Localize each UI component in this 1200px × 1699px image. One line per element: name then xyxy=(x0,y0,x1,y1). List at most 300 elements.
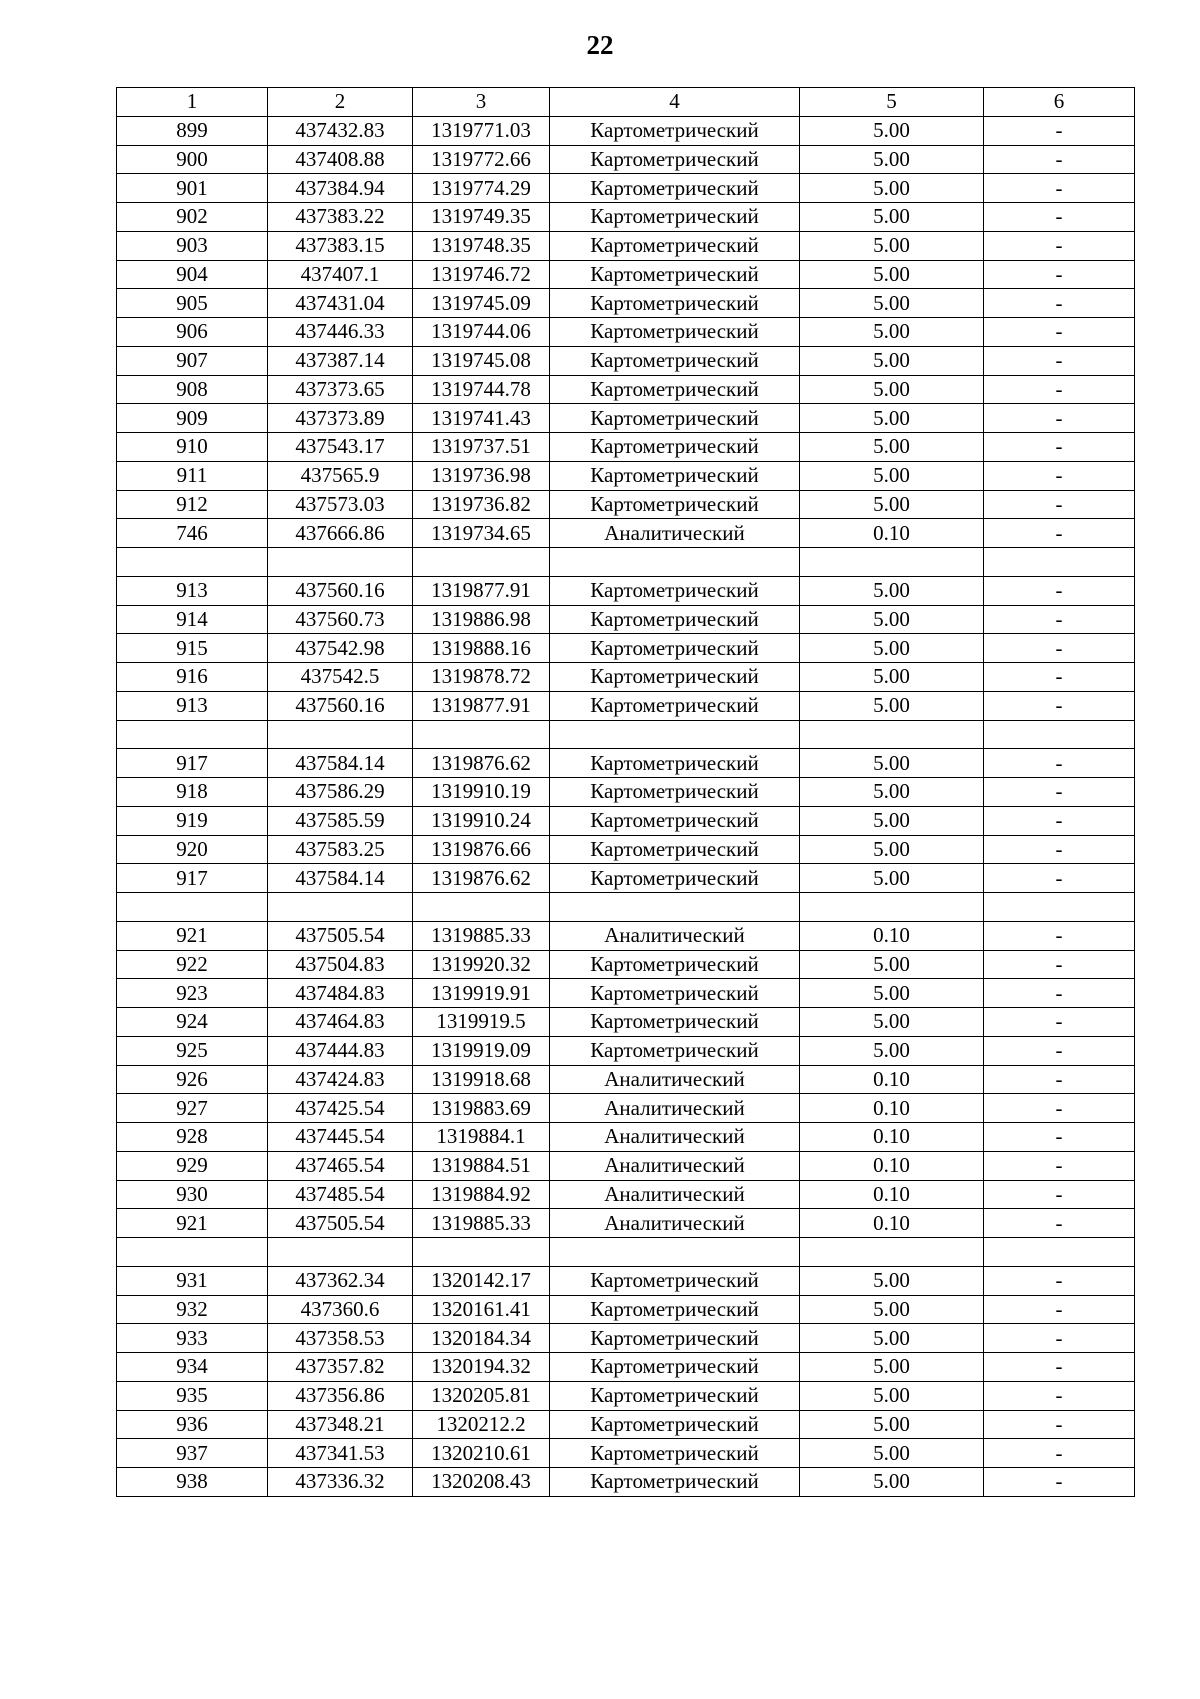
point-number-cell: 937 xyxy=(117,1439,268,1468)
table-row xyxy=(117,950,1135,979)
coordinates-table xyxy=(116,87,1135,1497)
method-cell: Картометрический xyxy=(550,634,800,663)
point-number-cell: 927 xyxy=(117,1094,268,1123)
note-cell: - xyxy=(984,835,1135,864)
table-row xyxy=(117,1008,1135,1037)
accuracy-cell xyxy=(800,720,984,749)
accuracy-cell: 5.00 xyxy=(800,145,984,174)
table-row xyxy=(117,864,1135,893)
accuracy-cell: 5.00 xyxy=(800,490,984,519)
method-cell: Аналитический xyxy=(550,1151,800,1180)
accuracy-cell: 5.00 xyxy=(800,461,984,490)
y-coordinate-cell: 1319876.62 xyxy=(413,864,550,893)
x-coordinate-cell: 437373.89 xyxy=(268,404,413,433)
note-cell: - xyxy=(984,260,1135,289)
method-cell: Картометрический xyxy=(550,318,800,347)
accuracy-cell: 5.00 xyxy=(800,375,984,404)
note-cell: - xyxy=(984,1123,1135,1152)
note-cell: - xyxy=(984,1065,1135,1094)
table-header-row xyxy=(117,88,1135,117)
note-cell: - xyxy=(984,1008,1135,1037)
note-cell: - xyxy=(984,1353,1135,1382)
table-row xyxy=(117,1209,1135,1238)
table-row xyxy=(117,663,1135,692)
table-row xyxy=(117,749,1135,778)
method-cell: Картометрический xyxy=(550,1295,800,1324)
table-row xyxy=(117,979,1135,1008)
accuracy-cell: 5.00 xyxy=(800,605,984,634)
y-coordinate-cell: 1319919.5 xyxy=(413,1008,550,1037)
y-coordinate-cell: 1319745.08 xyxy=(413,346,550,375)
y-coordinate-cell: 1319910.24 xyxy=(413,806,550,835)
y-coordinate-cell: 1319736.98 xyxy=(413,461,550,490)
method-cell: Картометрический xyxy=(550,1468,800,1497)
accuracy-cell: 5.00 xyxy=(800,634,984,663)
x-coordinate-cell: 437408.88 xyxy=(268,145,413,174)
point-number-cell: 931 xyxy=(117,1266,268,1295)
accuracy-cell: 0.10 xyxy=(800,1180,984,1209)
accuracy-cell: 5.00 xyxy=(800,1353,984,1382)
method-cell: Картометрический xyxy=(550,663,800,692)
table-row xyxy=(117,1468,1135,1497)
method-cell: Картометрический xyxy=(550,490,800,519)
y-coordinate-cell: 1320210.61 xyxy=(413,1439,550,1468)
x-coordinate-cell: 437446.33 xyxy=(268,318,413,347)
point-number-cell: 922 xyxy=(117,950,268,979)
y-coordinate-cell: 1319734.65 xyxy=(413,519,550,548)
note-cell: - xyxy=(984,433,1135,462)
accuracy-cell xyxy=(800,548,984,577)
accuracy-cell: 5.00 xyxy=(800,1468,984,1497)
y-coordinate-cell: 1319884.1 xyxy=(413,1123,550,1152)
table-row xyxy=(117,634,1135,663)
y-coordinate-cell: 1320184.34 xyxy=(413,1324,550,1353)
method-cell: Картометрический xyxy=(550,1439,800,1468)
method-cell: Картометрический xyxy=(550,404,800,433)
method-cell: Картометрический xyxy=(550,749,800,778)
y-coordinate-cell: 1319883.69 xyxy=(413,1094,550,1123)
y-coordinate-cell: 1319919.91 xyxy=(413,979,550,1008)
note-cell: - xyxy=(984,1209,1135,1238)
method-cell: Картометрический xyxy=(550,1266,800,1295)
method-cell xyxy=(550,893,800,922)
point-number-cell: 938 xyxy=(117,1468,268,1497)
y-coordinate-cell: 1319774.29 xyxy=(413,174,550,203)
accuracy-cell: 5.00 xyxy=(800,749,984,778)
table-row xyxy=(117,461,1135,490)
x-coordinate-cell: 437444.83 xyxy=(268,1036,413,1065)
point-number-cell: 913 xyxy=(117,691,268,720)
note-cell: - xyxy=(984,1266,1135,1295)
accuracy-cell xyxy=(800,1238,984,1267)
y-coordinate-cell: 1320194.32 xyxy=(413,1353,550,1382)
x-coordinate-cell: 437360.6 xyxy=(268,1295,413,1324)
accuracy-cell: 5.00 xyxy=(800,1295,984,1324)
note-cell: - xyxy=(984,375,1135,404)
method-cell: Картометрический xyxy=(550,231,800,260)
method-cell: Картометрический xyxy=(550,1036,800,1065)
y-coordinate-cell: 1319771.03 xyxy=(413,116,550,145)
point-number-cell: 935 xyxy=(117,1381,268,1410)
point-number-cell: 899 xyxy=(117,116,268,145)
point-number-cell: 905 xyxy=(117,289,268,318)
table-row xyxy=(117,318,1135,347)
accuracy-cell: 5.00 xyxy=(800,576,984,605)
method-cell: Аналитический xyxy=(550,1123,800,1152)
point-number-cell: 912 xyxy=(117,490,268,519)
note-cell: - xyxy=(984,691,1135,720)
method-cell: Аналитический xyxy=(550,1209,800,1238)
x-coordinate-cell: 437542.98 xyxy=(268,634,413,663)
point-number-cell: 915 xyxy=(117,634,268,663)
point-number-cell: 911 xyxy=(117,461,268,490)
table-separator-row xyxy=(117,548,1135,577)
method-cell: Картометрический xyxy=(550,950,800,979)
table-row xyxy=(117,260,1135,289)
x-coordinate-cell: 437584.14 xyxy=(268,749,413,778)
y-coordinate-cell: 1319886.98 xyxy=(413,605,550,634)
method-cell xyxy=(550,548,800,577)
method-cell xyxy=(550,1238,800,1267)
x-coordinate-cell: 437583.25 xyxy=(268,835,413,864)
point-number-cell: 917 xyxy=(117,864,268,893)
note-cell: - xyxy=(984,778,1135,807)
x-coordinate-cell xyxy=(268,893,413,922)
accuracy-cell: 5.00 xyxy=(800,979,984,1008)
column-header: 1 xyxy=(117,88,268,117)
table-row xyxy=(117,174,1135,203)
table-row xyxy=(117,1381,1135,1410)
method-cell: Аналитический xyxy=(550,1065,800,1094)
point-number-cell: 904 xyxy=(117,260,268,289)
point-number-cell: 936 xyxy=(117,1410,268,1439)
page-number: 22 xyxy=(586,30,614,60)
table-row xyxy=(117,490,1135,519)
x-coordinate-cell: 437373.65 xyxy=(268,375,413,404)
method-cell: Аналитический xyxy=(550,921,800,950)
note-cell: - xyxy=(984,1180,1135,1209)
table-row xyxy=(117,576,1135,605)
note-cell: - xyxy=(984,1094,1135,1123)
method-cell: Картометрический xyxy=(550,864,800,893)
y-coordinate-cell: 1319884.92 xyxy=(413,1180,550,1209)
table-row xyxy=(117,778,1135,807)
note-cell: - xyxy=(984,806,1135,835)
note-cell: - xyxy=(984,1381,1135,1410)
x-coordinate-cell: 437387.14 xyxy=(268,346,413,375)
accuracy-cell: 5.00 xyxy=(800,864,984,893)
accuracy-cell: 5.00 xyxy=(800,691,984,720)
table-row xyxy=(117,1180,1135,1209)
table-row xyxy=(117,1036,1135,1065)
point-number-cell: 914 xyxy=(117,605,268,634)
y-coordinate-cell: 1319876.62 xyxy=(413,749,550,778)
accuracy-cell: 5.00 xyxy=(800,346,984,375)
accuracy-cell: 5.00 xyxy=(800,1266,984,1295)
x-coordinate-cell: 437505.54 xyxy=(268,1209,413,1238)
table-row xyxy=(117,433,1135,462)
y-coordinate-cell: 1319877.91 xyxy=(413,691,550,720)
point-number-cell: 934 xyxy=(117,1353,268,1382)
note-cell xyxy=(984,548,1135,577)
point-number-cell xyxy=(117,548,268,577)
method-cell: Картометрический xyxy=(550,260,800,289)
table-row xyxy=(117,116,1135,145)
table-row xyxy=(117,231,1135,260)
x-coordinate-cell: 437407.1 xyxy=(268,260,413,289)
table-row xyxy=(117,289,1135,318)
note-cell: - xyxy=(984,116,1135,145)
accuracy-cell: 5.00 xyxy=(800,116,984,145)
accuracy-cell: 5.00 xyxy=(800,289,984,318)
y-coordinate-cell: 1320161.41 xyxy=(413,1295,550,1324)
point-number-cell: 919 xyxy=(117,806,268,835)
note-cell xyxy=(984,893,1135,922)
x-coordinate-cell: 437484.83 xyxy=(268,979,413,1008)
method-cell: Аналитический xyxy=(550,1180,800,1209)
accuracy-cell: 0.10 xyxy=(800,1151,984,1180)
x-coordinate-cell: 437348.21 xyxy=(268,1410,413,1439)
table-row xyxy=(117,1266,1135,1295)
point-number-cell: 926 xyxy=(117,1065,268,1094)
point-number-cell: 901 xyxy=(117,174,268,203)
coordinates-table-body xyxy=(117,88,1135,1497)
point-number-cell: 913 xyxy=(117,576,268,605)
table-row xyxy=(117,835,1135,864)
method-cell: Картометрический xyxy=(550,289,800,318)
point-number-cell: 929 xyxy=(117,1151,268,1180)
y-coordinate-cell: 1319741.43 xyxy=(413,404,550,433)
x-coordinate-cell: 437357.82 xyxy=(268,1353,413,1382)
y-coordinate-cell: 1319744.78 xyxy=(413,375,550,404)
x-coordinate-cell xyxy=(268,548,413,577)
table-row xyxy=(117,605,1135,634)
method-cell xyxy=(550,720,800,749)
x-coordinate-cell xyxy=(268,1238,413,1267)
x-coordinate-cell: 437341.53 xyxy=(268,1439,413,1468)
y-coordinate-cell: 1319746.72 xyxy=(413,260,550,289)
note-cell xyxy=(984,720,1135,749)
y-coordinate-cell: 1320142.17 xyxy=(413,1266,550,1295)
method-cell: Аналитический xyxy=(550,519,800,548)
column-header: 4 xyxy=(550,88,800,117)
note-cell: - xyxy=(984,1439,1135,1468)
point-number-cell: 924 xyxy=(117,1008,268,1037)
y-coordinate-cell xyxy=(413,548,550,577)
y-coordinate-cell: 1319749.35 xyxy=(413,203,550,232)
accuracy-cell: 5.00 xyxy=(800,433,984,462)
x-coordinate-cell: 437383.22 xyxy=(268,203,413,232)
x-coordinate-cell: 437424.83 xyxy=(268,1065,413,1094)
accuracy-cell: 5.00 xyxy=(800,1410,984,1439)
y-coordinate-cell: 1320208.43 xyxy=(413,1468,550,1497)
point-number-cell: 906 xyxy=(117,318,268,347)
note-cell: - xyxy=(984,576,1135,605)
method-cell: Картометрический xyxy=(550,1381,800,1410)
accuracy-cell: 5.00 xyxy=(800,778,984,807)
point-number-cell: 910 xyxy=(117,433,268,462)
x-coordinate-cell: 437465.54 xyxy=(268,1151,413,1180)
column-header: 3 xyxy=(413,88,550,117)
method-cell: Картометрический xyxy=(550,1353,800,1382)
point-number-cell xyxy=(117,893,268,922)
point-number-cell: 917 xyxy=(117,749,268,778)
accuracy-cell: 5.00 xyxy=(800,806,984,835)
table-row xyxy=(117,519,1135,548)
x-coordinate-cell: 437585.59 xyxy=(268,806,413,835)
y-coordinate-cell: 1320212.2 xyxy=(413,1410,550,1439)
method-cell: Картометрический xyxy=(550,433,800,462)
method-cell: Картометрический xyxy=(550,1324,800,1353)
accuracy-cell: 0.10 xyxy=(800,1094,984,1123)
note-cell: - xyxy=(984,490,1135,519)
x-coordinate-cell: 437504.83 xyxy=(268,950,413,979)
point-number-cell: 908 xyxy=(117,375,268,404)
table-separator-row xyxy=(117,720,1135,749)
accuracy-cell: 5.00 xyxy=(800,663,984,692)
method-cell: Картометрический xyxy=(550,835,800,864)
note-cell: - xyxy=(984,1036,1135,1065)
x-coordinate-cell: 437384.94 xyxy=(268,174,413,203)
column-header: 2 xyxy=(268,88,413,117)
table-row xyxy=(117,806,1135,835)
note-cell: - xyxy=(984,1295,1135,1324)
point-number-cell: 903 xyxy=(117,231,268,260)
note-cell: - xyxy=(984,979,1135,1008)
accuracy-cell: 5.00 xyxy=(800,835,984,864)
method-cell: Картометрический xyxy=(550,778,800,807)
point-number-cell: 916 xyxy=(117,663,268,692)
accuracy-cell: 5.00 xyxy=(800,1036,984,1065)
point-number-cell: 909 xyxy=(117,404,268,433)
note-cell: - xyxy=(984,1151,1135,1180)
y-coordinate-cell: 1319885.33 xyxy=(413,921,550,950)
table-row xyxy=(117,1094,1135,1123)
accuracy-cell: 5.00 xyxy=(800,950,984,979)
note-cell: - xyxy=(984,663,1135,692)
method-cell: Аналитический xyxy=(550,1094,800,1123)
point-number-cell: 900 xyxy=(117,145,268,174)
note-cell: - xyxy=(984,921,1135,950)
method-cell: Картометрический xyxy=(550,203,800,232)
note-cell: - xyxy=(984,289,1135,318)
x-coordinate-cell: 437565.9 xyxy=(268,461,413,490)
column-header: 6 xyxy=(984,88,1135,117)
x-coordinate-cell: 437358.53 xyxy=(268,1324,413,1353)
table-row xyxy=(117,375,1135,404)
table-row xyxy=(117,203,1135,232)
x-coordinate-cell: 437560.16 xyxy=(268,576,413,605)
method-cell: Картометрический xyxy=(550,346,800,375)
x-coordinate-cell: 437425.54 xyxy=(268,1094,413,1123)
point-number-cell: 930 xyxy=(117,1180,268,1209)
point-number-cell: 923 xyxy=(117,979,268,1008)
x-coordinate-cell: 437464.83 xyxy=(268,1008,413,1037)
x-coordinate-cell: 437543.17 xyxy=(268,433,413,462)
point-number-cell: 920 xyxy=(117,835,268,864)
accuracy-cell: 5.00 xyxy=(800,174,984,203)
note-cell: - xyxy=(984,605,1135,634)
table-separator-row xyxy=(117,893,1135,922)
table-row xyxy=(117,145,1135,174)
method-cell: Картометрический xyxy=(550,116,800,145)
x-coordinate-cell: 437573.03 xyxy=(268,490,413,519)
table-row xyxy=(117,404,1135,433)
point-number-cell: 921 xyxy=(117,1209,268,1238)
accuracy-cell: 0.10 xyxy=(800,1123,984,1152)
accuracy-cell: 5.00 xyxy=(800,1008,984,1037)
accuracy-cell: 5.00 xyxy=(800,231,984,260)
y-coordinate-cell: 1319876.66 xyxy=(413,835,550,864)
method-cell: Картометрический xyxy=(550,375,800,404)
y-coordinate-cell: 1319919.09 xyxy=(413,1036,550,1065)
table-row xyxy=(117,1151,1135,1180)
note-cell: - xyxy=(984,203,1135,232)
table-separator-row xyxy=(117,1238,1135,1267)
accuracy-cell: 5.00 xyxy=(800,203,984,232)
x-coordinate-cell: 437383.15 xyxy=(268,231,413,260)
y-coordinate-cell: 1319744.06 xyxy=(413,318,550,347)
x-coordinate-cell: 437431.04 xyxy=(268,289,413,318)
note-cell: - xyxy=(984,1324,1135,1353)
point-number-cell: 932 xyxy=(117,1295,268,1324)
note-cell: - xyxy=(984,1410,1135,1439)
note-cell: - xyxy=(984,404,1135,433)
x-coordinate-cell: 437586.29 xyxy=(268,778,413,807)
y-coordinate-cell xyxy=(413,1238,550,1267)
table-row xyxy=(117,1353,1135,1382)
note-cell: - xyxy=(984,634,1135,663)
accuracy-cell: 0.10 xyxy=(800,921,984,950)
y-coordinate-cell: 1319736.82 xyxy=(413,490,550,519)
point-number-cell: 933 xyxy=(117,1324,268,1353)
note-cell: - xyxy=(984,950,1135,979)
y-coordinate-cell: 1319910.19 xyxy=(413,778,550,807)
method-cell: Картометрический xyxy=(550,1410,800,1439)
table-row xyxy=(117,1065,1135,1094)
note-cell: - xyxy=(984,1468,1135,1497)
note-cell: - xyxy=(984,346,1135,375)
x-coordinate-cell: 437560.16 xyxy=(268,691,413,720)
point-number-cell: 902 xyxy=(117,203,268,232)
y-coordinate-cell: 1319877.91 xyxy=(413,576,550,605)
point-number-cell: 925 xyxy=(117,1036,268,1065)
accuracy-cell: 5.00 xyxy=(800,1324,984,1353)
x-coordinate-cell: 437505.54 xyxy=(268,921,413,950)
x-coordinate-cell: 437362.34 xyxy=(268,1266,413,1295)
accuracy-cell: 5.00 xyxy=(800,260,984,289)
accuracy-cell: 0.10 xyxy=(800,519,984,548)
note-cell: - xyxy=(984,461,1135,490)
note-cell xyxy=(984,1238,1135,1267)
point-number-cell: 921 xyxy=(117,921,268,950)
point-number-cell: 928 xyxy=(117,1123,268,1152)
method-cell: Картометрический xyxy=(550,605,800,634)
x-coordinate-cell: 437485.54 xyxy=(268,1180,413,1209)
y-coordinate-cell: 1320205.81 xyxy=(413,1381,550,1410)
accuracy-cell: 5.00 xyxy=(800,404,984,433)
accuracy-cell: 5.00 xyxy=(800,1439,984,1468)
method-cell: Картометрический xyxy=(550,691,800,720)
table-row xyxy=(117,921,1135,950)
table-row xyxy=(117,1410,1135,1439)
note-cell: - xyxy=(984,231,1135,260)
x-coordinate-cell: 437584.14 xyxy=(268,864,413,893)
x-coordinate-cell: 437356.86 xyxy=(268,1381,413,1410)
point-number-cell xyxy=(117,1238,268,1267)
note-cell: - xyxy=(984,864,1135,893)
method-cell: Картометрический xyxy=(550,145,800,174)
